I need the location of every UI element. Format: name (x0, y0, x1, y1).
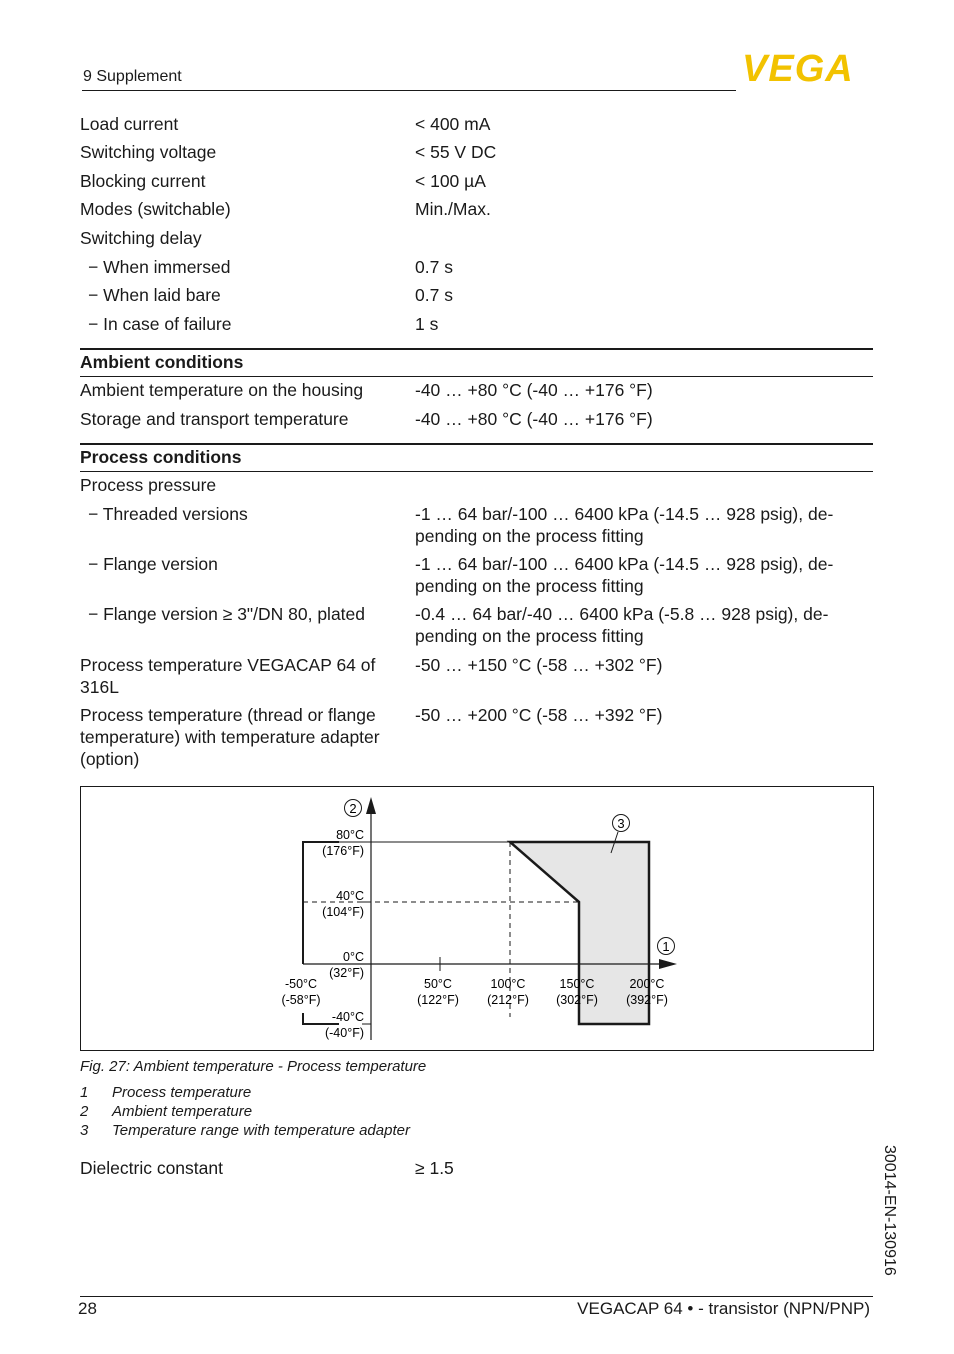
legend-text: Ambient temperature (112, 1103, 253, 1120)
callout-number: 1 (662, 939, 670, 954)
y-tick-label: (-40°F) (324, 1026, 364, 1040)
x-tick-label: (392°F) (626, 993, 668, 1007)
x-tick-label: 50°C (424, 977, 452, 991)
spec-value: < 400 mA (415, 114, 491, 134)
base-envelope (303, 842, 339, 964)
spec-label: Ambient temperature on the housing (80, 380, 364, 400)
section-rule (80, 348, 873, 350)
spec-label: Load current (80, 114, 179, 134)
y-tick-label: 80°C (336, 828, 364, 842)
legend-text: Temperature range with temperature adapter (112, 1122, 410, 1139)
spec-label: Process pressure (80, 475, 217, 495)
y-tick-label: 0°C (343, 950, 364, 964)
spec-value: Min./Max. (415, 199, 491, 219)
spec-value (415, 503, 865, 547)
spec-label: Storage and transport temperature (80, 409, 349, 429)
spec-label: Dielectric constant (80, 1158, 223, 1178)
process-heading: Process conditions (80, 447, 242, 467)
spec-value: 0.7 s (415, 285, 453, 305)
spec-value (415, 603, 865, 647)
spec-label-line: temperature) with temperature adapter (80, 727, 380, 747)
spec-label (80, 654, 400, 698)
spec-value-line: -1 … 64 bar/-100 … 6400 kPa (-14.5 … 928 psig), de- (415, 554, 834, 574)
spec-label: − Flange version ≥ 3"/DN 80, plated (88, 604, 366, 624)
figure-frame (80, 786, 874, 1051)
y-axis-arrow (366, 797, 376, 814)
spec-label: − In case of failure (88, 314, 232, 334)
callout-number: 3 (617, 816, 625, 831)
spec-value: -40 … +80 °C (-40 … +176 °F) (415, 380, 653, 400)
spec-value-line: pending on the process fitting (415, 626, 644, 646)
spec-label: − When laid bare (88, 285, 221, 305)
spec-value-line: -0.4 … 64 bar/-40 … 6400 kPa (-5.8 … 928 psig), de- (415, 604, 829, 624)
legend-number: 1 (80, 1084, 89, 1101)
y-tick-label: 40°C (336, 889, 364, 903)
ambient-heading: Ambient conditions (80, 352, 244, 372)
x-tick-label: (122°F) (417, 993, 459, 1007)
spec-label-line: (option) (80, 749, 140, 769)
spec-value-line: pending on the process fitting (415, 576, 644, 596)
spec-label-line: Process temperature (thread or flange (80, 705, 376, 725)
document-id: 30014-EN-130916 (881, 1145, 898, 1276)
spec-value-line: -1 … 64 bar/-100 … 6400 kPa (-14.5 … 928 psig), de- (415, 504, 834, 524)
spec-label: − When immersed (88, 257, 231, 277)
x-axis-arrow (659, 959, 677, 969)
x-tick-label: 150°C (559, 977, 595, 991)
y-tick-label: (104°F) (322, 905, 364, 919)
spec-label: Switching delay (80, 228, 202, 248)
x-tick-label: 200°C (629, 977, 665, 991)
temperature-derating-diagram (81, 787, 873, 1050)
y-tick-label: (32°F) (329, 966, 364, 980)
logo-text: VEGA (742, 50, 854, 84)
footer-rule (80, 1296, 873, 1297)
section-label: 9 Supplement (83, 68, 182, 85)
spec-value-line: pending on the process fitting (415, 526, 644, 546)
spec-label: Blocking current (80, 171, 206, 191)
x-tick-label: (302°F) (556, 993, 598, 1007)
spec-value: < 100 µA (415, 171, 486, 191)
vega-logo (742, 50, 872, 84)
spec-value: ≥ 1.5 (415, 1158, 454, 1178)
y-tick-label: (176°F) (322, 844, 364, 858)
x-tick-label: (212°F) (487, 993, 529, 1007)
section-rule (80, 471, 873, 472)
legend-number: 3 (80, 1122, 89, 1139)
spec-label (80, 704, 400, 770)
spec-label: − Flange version (88, 554, 218, 574)
spec-value: -40 … +80 °C (-40 … +176 °F) (415, 409, 653, 429)
spec-value: 0.7 s (415, 257, 453, 277)
callout-number: 2 (349, 801, 357, 816)
spec-label-line: 316L (80, 677, 119, 697)
page-number: 28 (78, 1299, 97, 1318)
section-rule (80, 376, 873, 377)
x-tick-label: -50°C (284, 977, 318, 991)
footer-title: VEGACAP 64 • - transistor (NPN/PNP) (577, 1299, 870, 1318)
y-tick-label: -40°C (331, 1010, 364, 1024)
x-tick-label: 100°C (490, 977, 526, 991)
spec-value: -50 … +200 °C (-58 … +392 °F) (415, 705, 663, 725)
spec-label: − Threaded versions (88, 504, 248, 524)
header-rule (82, 90, 736, 91)
x-tick-label: (-58°F) (281, 993, 321, 1007)
spec-value: -50 … +150 °C (-58 … +302 °F) (415, 655, 663, 675)
spec-value: < 55 V DC (415, 142, 497, 162)
spec-label: Switching voltage (80, 142, 217, 162)
section-rule (80, 443, 873, 445)
legend-number: 2 (80, 1103, 89, 1120)
legend-text: Process temperature (112, 1084, 252, 1101)
spec-label-line: Process temperature VEGACAP 64 of (80, 655, 376, 675)
figure-caption: Fig. 27: Ambient temperature - Process temperature (80, 1058, 427, 1075)
spec-label: Modes (switchable) (80, 199, 231, 219)
spec-value: 1 s (415, 314, 439, 334)
spec-value (415, 553, 865, 597)
